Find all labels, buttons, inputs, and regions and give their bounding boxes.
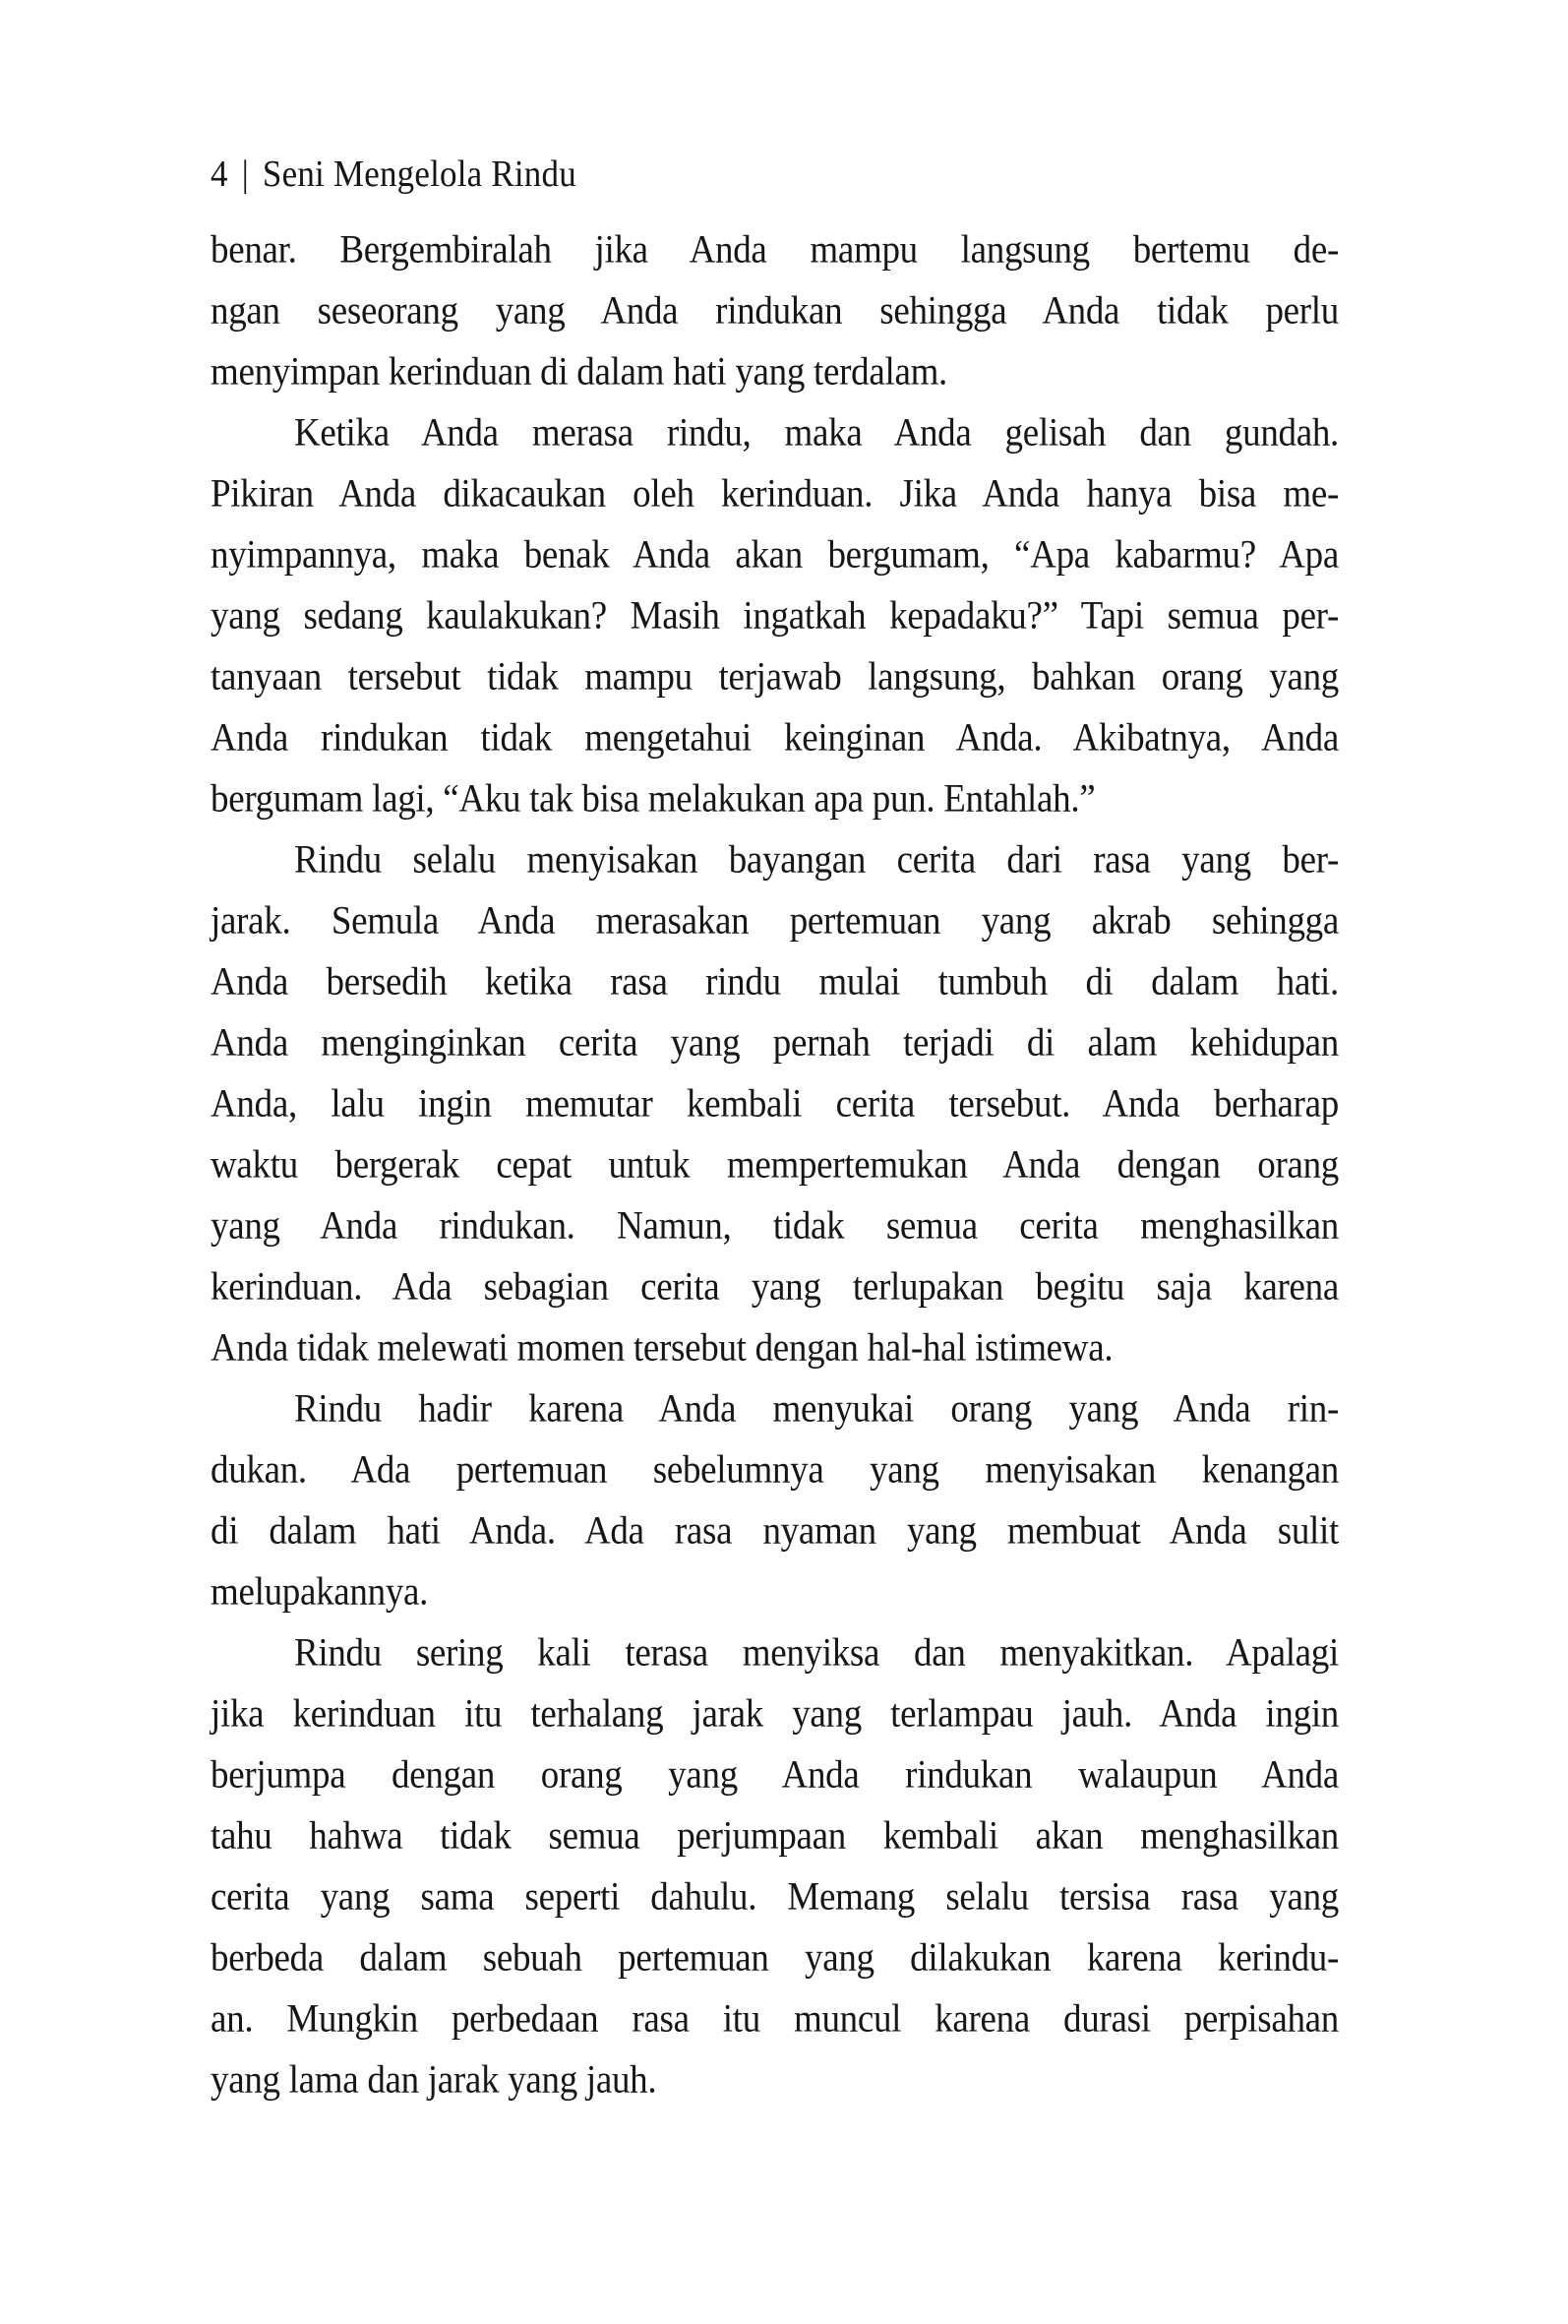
text-line: kerinduan. Ada sebagian cerita yang terlupakan begitu saja karena xyxy=(211,1264,1339,1310)
text-line: berbeda dalam sebuah pertemuan yang dilakukan karena kerindu- xyxy=(211,1935,1339,1981)
text-line: waktu bergerak cepat untuk mempertemukan Anda dengan orang xyxy=(211,1142,1339,1188)
text-line: yang Anda rindukan. Namun, tidak semua cerita menghasilkan xyxy=(211,1203,1339,1249)
text-line: ngan seseorang yang Anda rindukan sehingga Anda tidak perlu xyxy=(211,288,1339,334)
text-line: Anda tidak melewati momen tersebut dengan hal-hal istimewa. xyxy=(211,1325,1114,1371)
text-line: an. Mungkin perbedaan rasa itu muncul karena durasi perpisahan xyxy=(211,1996,1339,2042)
book-title: Seni Mengelola Rindu xyxy=(262,153,576,195)
text-line: Ketika Anda merasa rindu, maka Anda gelisah dan gundah. xyxy=(294,410,1339,456)
text-line: nyimpannya, maka benak Anda akan bergumam, “Apa kabarmu? Apa xyxy=(211,532,1339,578)
running-header xyxy=(211,153,576,197)
text-line: Rindu hadir karena Anda menyukai orang yang Anda rin- xyxy=(294,1386,1339,1432)
page-body xyxy=(211,222,1339,2113)
text-line: Anda menginginkan cerita yang pernah terjadi di alam kehidupan xyxy=(211,1020,1339,1066)
text-line: menyimpan kerinduan di dalam hati yang terdalam. xyxy=(211,349,947,395)
text-line: bergumam lagi, “Aku tak bisa melakukan apa pun. Entahlah.” xyxy=(211,776,1096,822)
text-line: berjumpa dengan orang yang Anda rindukan walaupun Anda xyxy=(211,1752,1339,1798)
text-line: jarak. Semula Anda merasakan pertemuan yang akrab sehingga xyxy=(211,898,1339,944)
text-line: dukan. Ada pertemuan sebelumnya yang menyisakan kenangan xyxy=(211,1447,1339,1493)
text-line: Anda bersedih ketika rasa rindu mulai tumbuh di dalam hati. xyxy=(211,959,1339,1005)
text-line: jika kerinduan itu terhalang jarak yang terlampau jauh. Anda ingin xyxy=(211,1691,1339,1737)
page-number: 4 xyxy=(211,153,228,195)
text-line: Rindu selalu menyisakan bayangan cerita dari rasa yang ber- xyxy=(294,837,1339,883)
text-line: melupakannya. xyxy=(211,1569,429,1615)
text-line: yang sedang kaulakukan? Masih ingatkah kepadaku?” Tapi semua per- xyxy=(211,593,1339,639)
text-line: cerita yang sama seperti dahulu. Memang selalu tersisa rasa yang xyxy=(211,1874,1339,1920)
text-line: Rindu sering kali terasa menyiksa dan menyakitkan. Apalagi xyxy=(294,1630,1339,1676)
text-line: tahu hahwa tidak semua perjumpaan kembali akan menghasilkan xyxy=(211,1813,1339,1859)
text-line: yang lama dan jarak yang jauh. xyxy=(211,2057,657,2103)
text-line: Anda rindukan tidak mengetahui keinginan Anda. Akibatnya, Anda xyxy=(211,715,1339,761)
text-line: tanyaan tersebut tidak mampu terjawab langsung, bahkan orang yang xyxy=(211,654,1339,700)
text-line: benar. Bergembiralah jika Anda mampu langsung bertemu de- xyxy=(211,227,1339,273)
header-separator: | xyxy=(241,153,249,195)
text-line: di dalam hati Anda. Ada rasa nyaman yang membuat Anda sulit xyxy=(211,1508,1339,1554)
text-line: Pikiran Anda dikacaukan oleh kerinduan. Jika Anda hanya bisa me- xyxy=(211,471,1339,517)
text-line: Anda, lalu ingin memutar kembali cerita tersebut. Anda berharap xyxy=(211,1081,1339,1127)
